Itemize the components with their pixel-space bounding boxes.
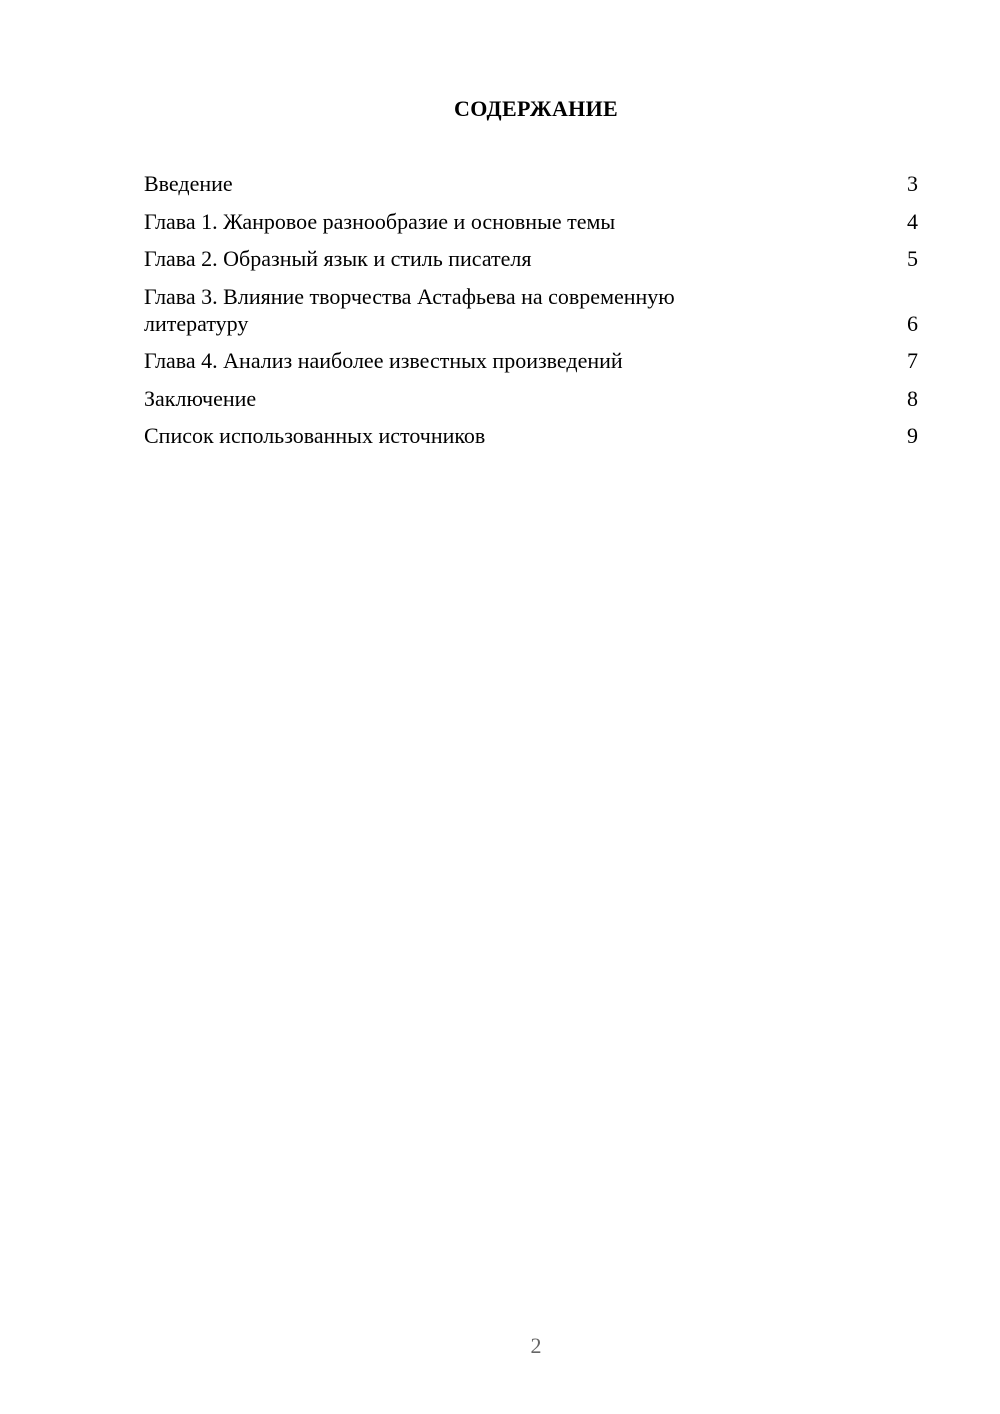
toc-entry-page: 5 [907, 246, 918, 271]
toc-entry-label: Введение [144, 171, 233, 196]
toc-entry-page: 7 [907, 348, 918, 373]
toc-entry-page: 3 [907, 171, 918, 196]
toc-entry-page: 9 [907, 423, 918, 448]
toc-entry-label: Глава 3. Влияние творчества Астафьева на современную литературу [144, 283, 675, 336]
table-of-contents [144, 170, 918, 460]
toc-entry-page: 8 [907, 385, 918, 411]
toc-entry-chapter-3 [144, 283, 918, 337]
toc-entry-chapter-4 [144, 347, 918, 374]
toc-entry-label: Глава 2. Образный язык и стиль писателя [144, 246, 532, 271]
toc-entry-page: 6 [907, 310, 918, 336]
toc-entry-introduction [144, 170, 918, 197]
page-title: СОДЕРЖАНИЕ [454, 96, 618, 121]
toc-entry-conclusion [144, 385, 918, 412]
toc-entry-chapter-2 [144, 245, 918, 272]
toc-entry-label: Список использованных источников [144, 423, 486, 448]
toc-entry-page: 4 [907, 208, 918, 234]
toc-entry-references [144, 422, 918, 449]
toc-entry-label: Заключение [144, 385, 257, 411]
toc-entry-label: Глава 4. Анализ наиболее известных произведений [144, 348, 623, 373]
page-number: 2 [530, 1333, 542, 1358]
toc-entry-label: Глава 1. Жанровое разнообразие и основные темы [144, 208, 616, 234]
toc-entry-chapter-1 [144, 208, 918, 235]
